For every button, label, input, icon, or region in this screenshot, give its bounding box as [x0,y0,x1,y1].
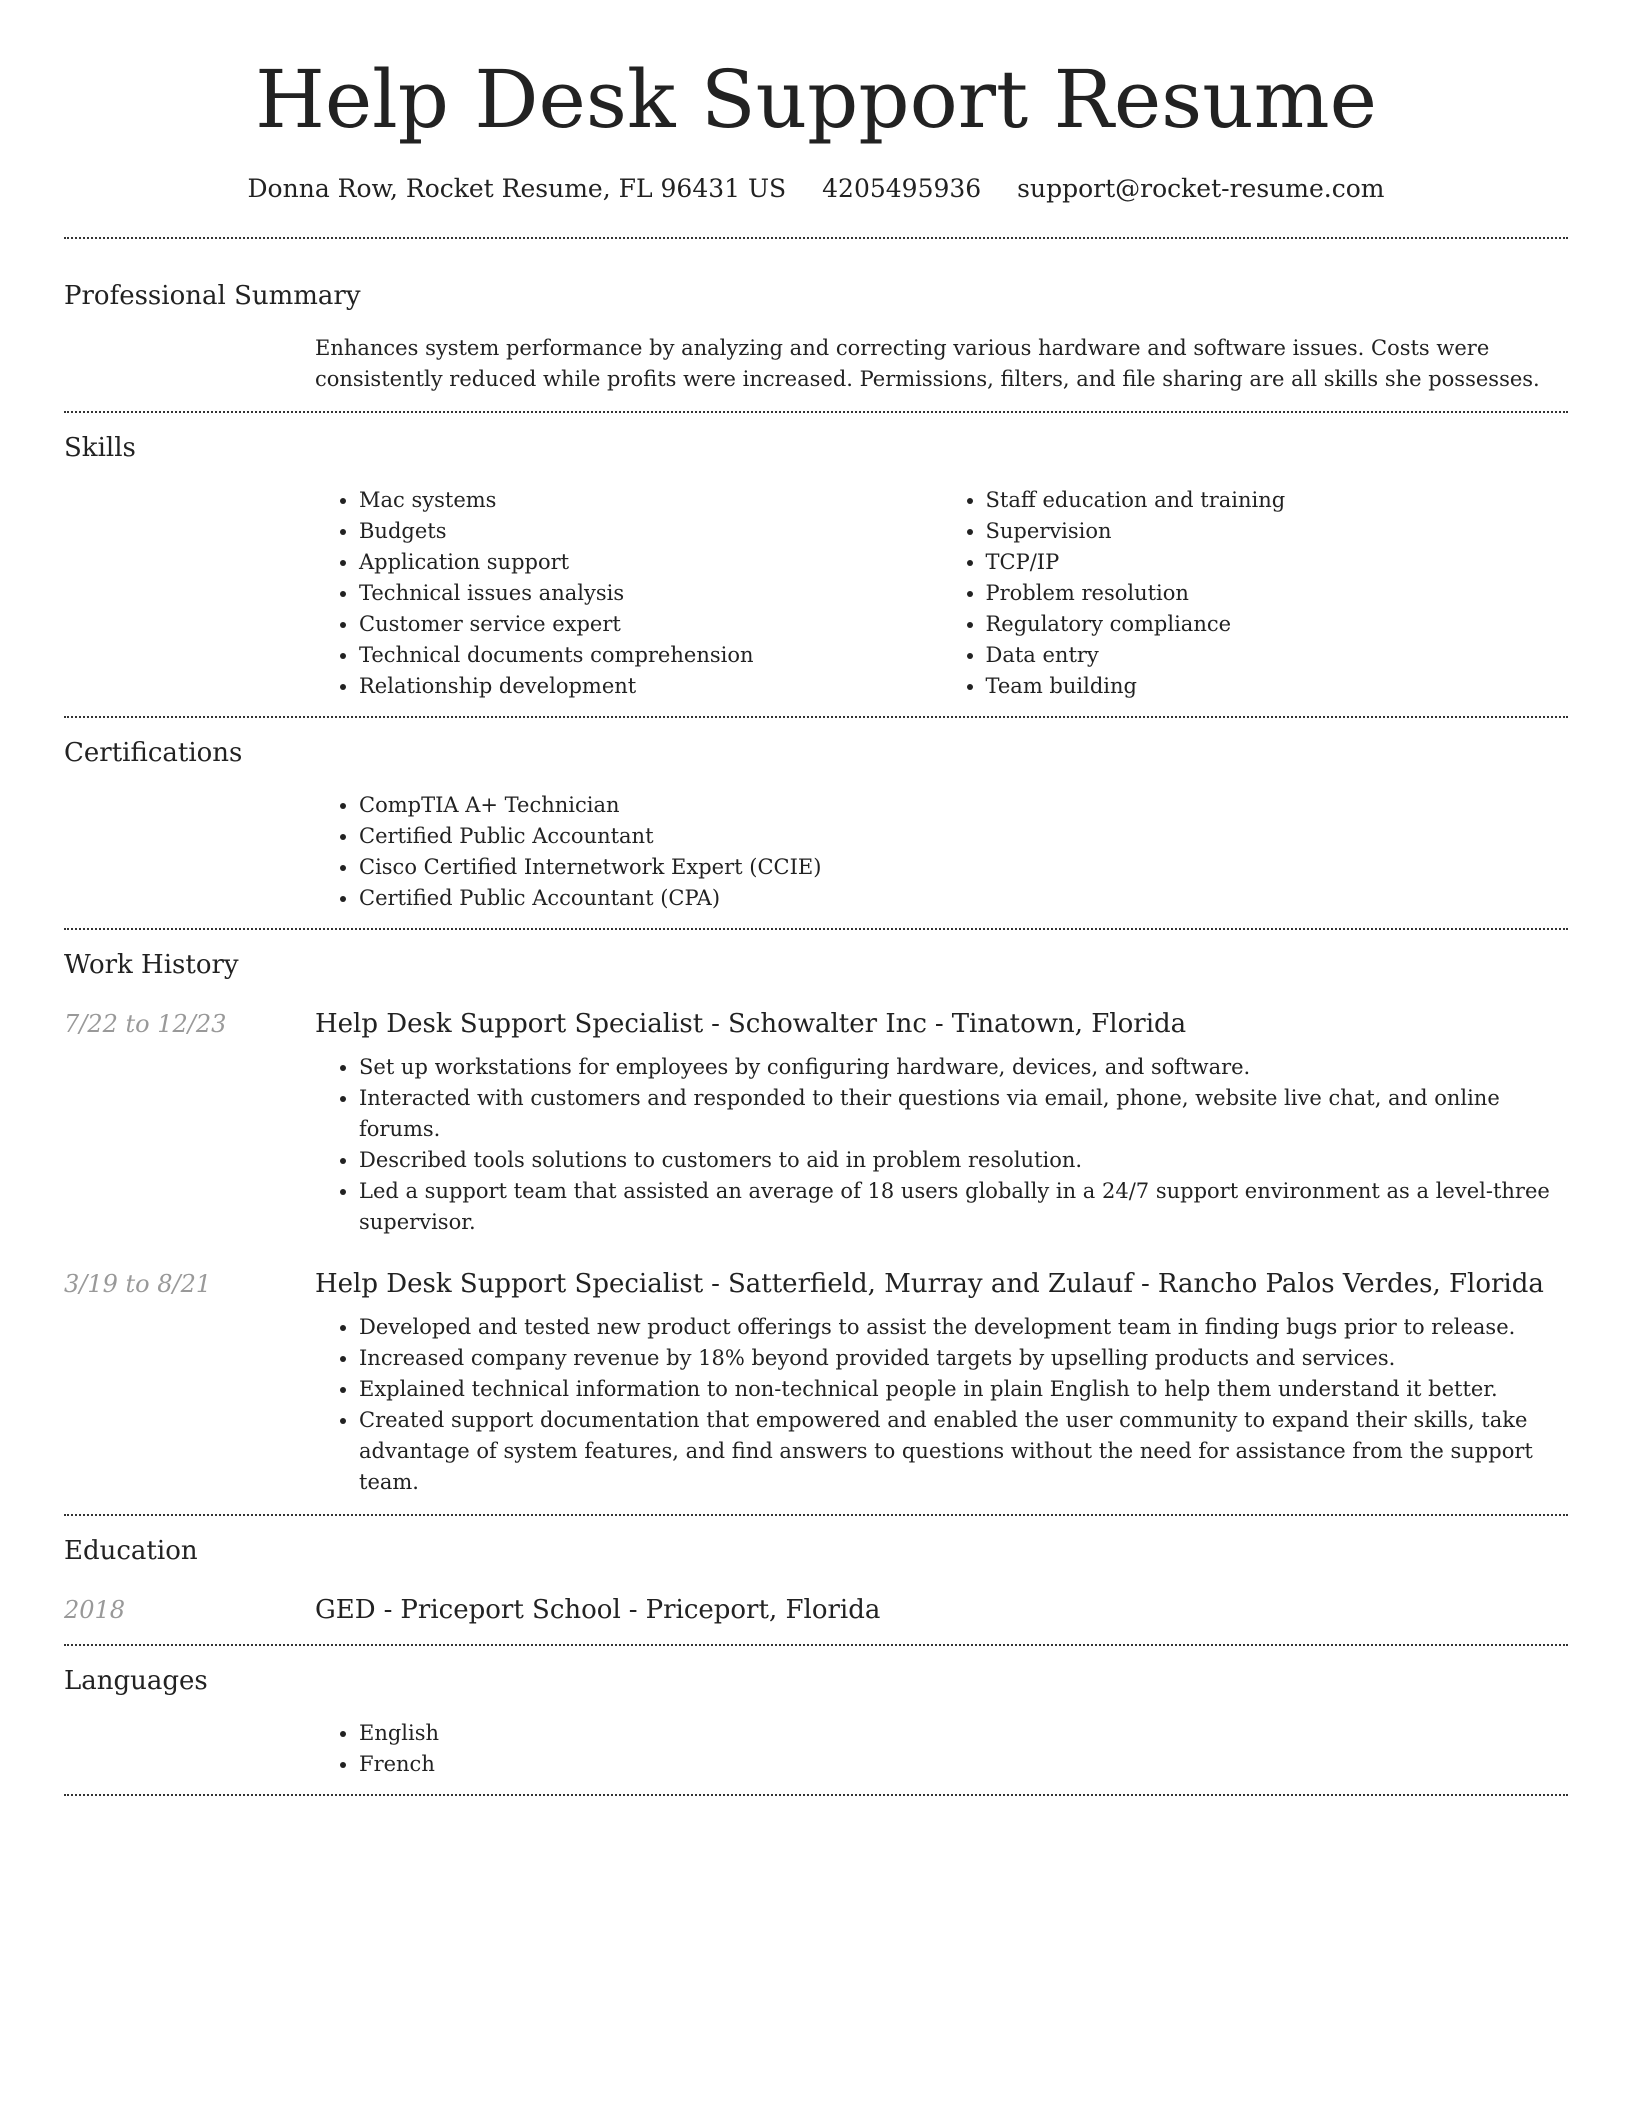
skills-section [64,413,1568,716]
skill-item: • Customer service expert [359,609,942,640]
education-entry [64,1594,1568,1626]
job-bullet: • Described tools solutions to customers to aid in problem resolution. [359,1145,1568,1176]
skill-item: • Staff education and training [986,485,1569,516]
job-bullet: • Interacted with customers and responded to their questions via email, phone, website live chat, and online forums. [359,1083,1568,1145]
skill-item: • Supervision [986,516,1569,547]
job-entry [64,1008,1568,1238]
education-school: Priceport School [400,1595,621,1625]
job-entry [64,1268,1568,1498]
skills-heading: Skills [64,433,136,463]
job-bullet: • Explained technical information to non-technical people in plain English to help them understand it better. [359,1374,1568,1405]
certification-item: • Cisco Certified Internetwork Expert (CCIE) [359,852,1568,883]
education-location: Priceport, Florida [645,1595,881,1625]
skills-list-left [315,485,942,702]
skill-item: • Budgets [359,516,942,547]
job-title-line: Help Desk Support Specialist - Satterfield, Murray and Zulauf - Rancho Palos Verdes, Florida [315,1269,1544,1299]
education-line: GED - Priceport School - Priceport, Florida [315,1595,881,1625]
contact-line [64,174,1568,203]
job-title-line: Help Desk Support Specialist - Schowalter Inc - Tinatown, Florida [315,1009,1187,1039]
job-company: Satterfield, Murray and Zulauf [727,1269,1134,1299]
languages-heading: Languages [64,1666,208,1696]
job-bullet: • Increased company revenue by 18% beyond provided targets by upselling products and services. [359,1343,1568,1374]
languages-section [64,1646,1568,1794]
education-section [64,1516,1568,1644]
contact-address: Donna Row, Rocket Resume, FL 96431 US [247,174,787,203]
skill-item: • Problem resolution [986,578,1569,609]
education-degree: GED [315,1595,376,1625]
contact-phone: 4205495936 [822,174,982,203]
skill-item: • Regulatory compliance [986,609,1569,640]
language-item: • English [359,1718,1568,1749]
certification-item: • CompTIA A+ Technician [359,790,1568,821]
skill-item: • Technical issues analysis [359,578,942,609]
job-location: Rancho Palos Verdes, Florida [1157,1269,1544,1299]
summary-text: Enhances system performance by analyzing and correcting various hardware and software issues. Costs were consistently reduced while profits were increased. Permissions, filters, and file sharing are all skills she possesses. [315,336,1540,391]
certification-item: • Certified Public Accountant (CPA) [359,883,1568,914]
education-date: 2018 [64,1596,126,1624]
certifications-list [315,790,1568,914]
skill-item: • Application support [359,547,942,578]
skill-item: • Data entry [986,640,1569,671]
job-title: Help Desk Support Specialist [315,1269,704,1299]
work-section [64,930,1568,1498]
language-item: • French [359,1749,1568,1780]
certification-item: • Certified Public Accountant [359,821,1568,852]
education-heading: Education [64,1536,198,1566]
skill-item: • Relationship development [359,671,942,702]
job-bullets [315,1052,1568,1238]
job-bullets [315,1312,1568,1498]
job-bullet: • Created support documentation that empowered and enabled the user community to expand their skills, take advantage of system features, and find answers to questions without the need for assistance from the support team. [359,1405,1568,1498]
skill-item: • Mac systems [359,485,942,516]
skills-list-right [942,485,1569,702]
skill-item: • Team building [986,671,1569,702]
work-heading: Work History [64,950,239,980]
certifications-section [64,718,1568,928]
languages-list [315,1718,1568,1780]
summary-heading: Professional Summary [64,281,361,311]
job-bullet: • Led a support team that assisted an average of 18 users globally in a 24/7 support environment as a level-three supervisor. [359,1176,1568,1238]
job-bullet: • Set up workstations for employees by configuring hardware, devices, and software. [359,1052,1568,1083]
contact-email: support@rocket-resume.com [1017,174,1385,203]
job-company: Schowalter Inc [727,1009,927,1039]
summary-section [64,239,1568,411]
resume-title: Help Desk Support Resume [255,53,1377,146]
job-bullet: • Developed and tested new product offerings to assist the development team in finding bugs prior to release. [359,1312,1568,1343]
skill-item: • Technical documents comprehension [359,640,942,671]
job-date: 3/19 to 8/21 [64,1270,212,1298]
job-date: 7/22 to 12/23 [64,1010,227,1038]
section-divider [64,1794,1568,1796]
skill-item: • TCP/IP [986,547,1569,578]
job-title: Help Desk Support Specialist [315,1009,704,1039]
job-location: Tinatown, Florida [951,1009,1187,1039]
certifications-heading: Certifications [64,738,243,768]
